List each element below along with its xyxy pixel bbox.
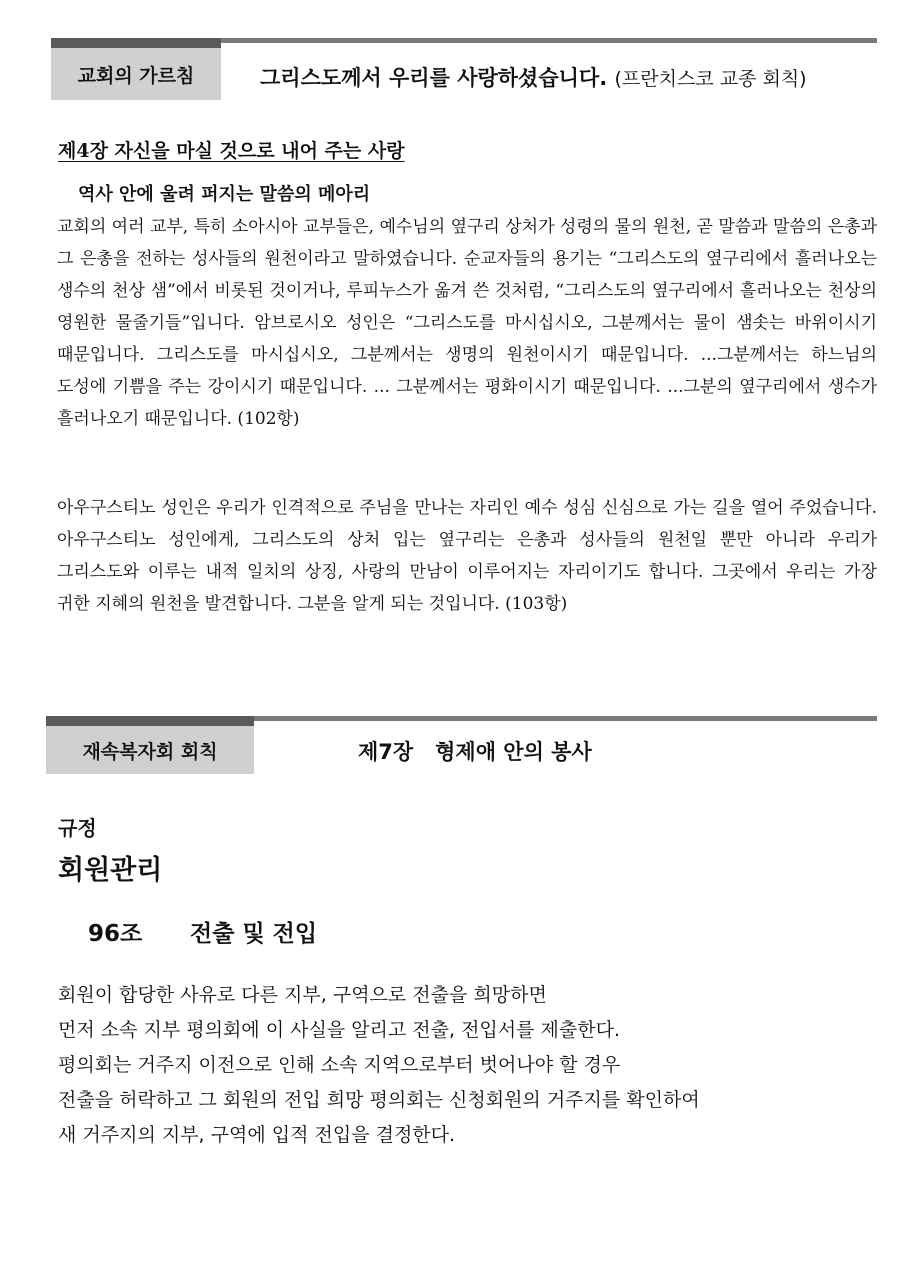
section2-title: 제7장 형제애 안의 봉사 bbox=[358, 740, 592, 764]
section1-title bbox=[260, 62, 807, 92]
section2-tag: 재속복자회 회칙 bbox=[46, 726, 254, 774]
article-number: 96조 bbox=[88, 921, 143, 947]
section1-tag: 교회의 가르침 bbox=[51, 48, 221, 100]
body-line: 새 거주지의 지부, 구역에 입적 전입을 결정한다. bbox=[58, 1124, 456, 1146]
chapter-title: 제4장 자신을 마실 것으로 내어 주는 사랑 bbox=[58, 140, 405, 162]
section2-header-bar-thin bbox=[254, 716, 877, 721]
section1-header-bar-thin bbox=[221, 38, 877, 43]
article-title: 전출 및 전입 bbox=[190, 921, 318, 947]
subheading: 역사 안에 울려 퍼지는 말씀의 메아리 bbox=[78, 184, 371, 205]
paragraph-2: 아우구스티노 성인은 우리가 인격적으로 주님을 만나는 자리인 예수 성심 신심으로 가는 길을 열어 주었습니다. 아우구스티노 성인에게, 그리스도의 상처 입는 옆구리는 은총과 성사들의 원천일 뿐만 아니라 우리가 그리스도와 이루는 내적 일치의 상징, 사랑의 만남이 이루어지는 자리이기도 합니다. 그곳에서 우리는 가장 귀한 지혜의 원천을 발견합니다. 그분을 알게 되는 것입니다. (103항) bbox=[57, 498, 877, 614]
section1-header-bar-thick bbox=[51, 38, 221, 48]
rule-label: 규정 bbox=[58, 816, 97, 840]
body-line: 회원이 합당한 사유로 다른 지부, 구역으로 전출을 희망하면 bbox=[58, 984, 547, 1006]
body-line: 평의회는 거주지 이전으로 인해 소속 지역으로부터 벗어나야 할 경우 bbox=[58, 1054, 621, 1076]
section1-title-sub: (프란치스코 교종 회칙) bbox=[614, 68, 807, 90]
section2-header-bar-thick bbox=[46, 716, 254, 726]
paragraph-1: 교회의 여러 교부, 특히 소아시아 교부들은, 예수님의 옆구리 상처가 성령의 물의 원천, 곧 말씀과 말씀의 은총과 그 은총을 전하는 성사들의 원천이라고 말하였습니다. 순교자들의 용기는 “그리스도의 옆구리에서 흘러나오는 생수의 천상 샘”에서 비롯된 것이거나, 루피누스가 옮겨 쓴 것처럼, “그리스도의 옆구리에서 흘러나오는 천상의 영원한 물줄기들”입니다. 암브로시오 성인은 “그리스도를 마시십시오, 그분께서는 물이 샘솟는 바위이시기 때문입니다. 그리스도를 마시십시오, 그분께서는 생명의 원천이시기 때문입니다. ...그분께서는 하느님의 도성에 기쁨을 주는 강이시기 때문입니다. ... 그분께서는 평화이시기 때문입니다. ...그분의 옆구리에서 생수가 흘러나오기 때문입니다. (102항) bbox=[57, 217, 877, 429]
rule-title: 회원관리 bbox=[58, 855, 163, 886]
body-line: 전출을 허락하고 그 회원의 전입 희망 평의회는 신청회원의 거주지를 확인하여 bbox=[58, 1089, 700, 1111]
body-line: 먼저 소속 지부 평의회에 이 사실을 알리고 전출, 전입서를 제출한다. bbox=[58, 1019, 620, 1041]
section1-title-main: 그리스도께서 우리를 사랑하셨습니다. bbox=[260, 66, 608, 90]
article-heading bbox=[88, 915, 317, 948]
article-body bbox=[58, 978, 700, 1153]
